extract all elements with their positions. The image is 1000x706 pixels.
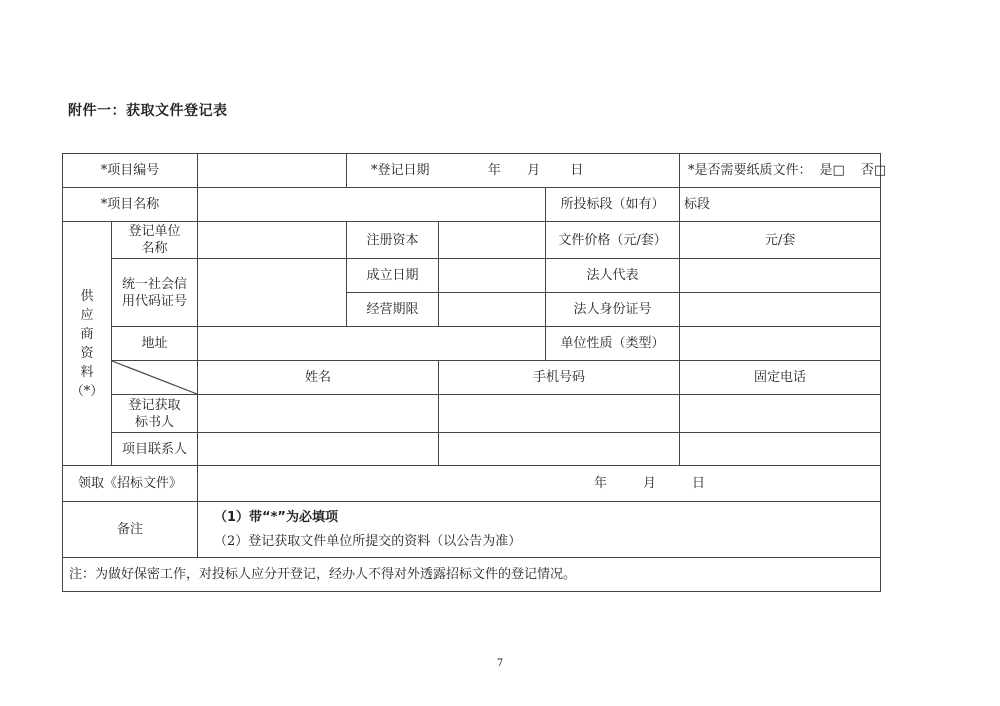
address-field[interactable] — [198, 327, 546, 361]
confidentiality-note: 注：为做好保密工作，对投标人应分开登记，经办人不得对外透露招标文件的登记情况。 — [63, 558, 881, 592]
col-name-header: 姓名 — [198, 361, 439, 395]
reg-unit-field[interactable] — [198, 222, 347, 259]
reg-capital-field[interactable] — [439, 222, 546, 259]
paper-no-checkbox[interactable]: 否□ — [860, 163, 887, 178]
bid-obtainer-label: 登记获取标书人 — [112, 395, 198, 433]
contact-label: 项目联系人 — [112, 433, 198, 466]
page-heading: 附件一：获取文件登记表 — [68, 103, 228, 119]
reg-date-label: *登记日期 — [371, 163, 430, 178]
page-number: 7 — [496, 658, 504, 669]
supplier-info-side-label: 供 应 商 资 料 （*） — [63, 222, 112, 466]
registration-form-table — [62, 153, 887, 592]
receive-day: 日 — [692, 476, 706, 491]
contact-name-field[interactable] — [198, 433, 439, 466]
bid-obtainer-mobile-field[interactable] — [439, 395, 680, 433]
address-label: 地址 — [112, 327, 198, 361]
legal-rep-field[interactable] — [680, 259, 881, 293]
bid-obtainer-phone-field[interactable] — [680, 395, 881, 433]
doc-price-label: 文件价格（元/套） — [546, 222, 680, 259]
term-field[interactable] — [439, 293, 546, 327]
credit-code-field[interactable] — [198, 259, 347, 327]
remarks-line-1: （1）带“*”为必填项 — [214, 509, 338, 525]
reg-date-cell[interactable] — [347, 154, 680, 188]
doc-price-field[interactable]: 元/套 — [680, 222, 881, 259]
diagonal-line — [112, 361, 197, 394]
bid-obtainer-name-field[interactable] — [198, 395, 439, 433]
legal-id-label: 法人身份证号 — [546, 293, 680, 327]
contact-phone-field[interactable] — [680, 433, 881, 466]
remarks-content — [198, 502, 881, 558]
diagonal-header-cell — [112, 361, 198, 395]
project-no-field[interactable] — [198, 154, 347, 188]
col-phone-header: 固定电话 — [680, 361, 881, 395]
reg-date-year: 年 — [487, 163, 501, 178]
remarks-line-2: （2）登记获取文件单位所提交的资料（以公告为准） — [214, 533, 522, 549]
credit-code-label: 统一社会信用代码证号 — [112, 259, 198, 327]
receive-doc-label: 领取《招标文件》 — [63, 466, 198, 502]
unit-nature-label: 单位性质（类型） — [546, 327, 680, 361]
paper-file-cell — [680, 154, 887, 188]
est-date-label: 成立日期 — [347, 259, 439, 293]
legal-id-field[interactable] — [680, 293, 881, 327]
paper-file-label: *是否需要纸质文件： — [688, 163, 812, 178]
reg-date-day: 日 — [570, 163, 584, 178]
col-mobile-header: 手机号码 — [439, 361, 680, 395]
legal-rep-label: 法人代表 — [546, 259, 680, 293]
bid-section-label: 所投标段（如有） — [546, 188, 680, 222]
project-name-field[interactable] — [198, 188, 546, 222]
remarks-label: 备注 — [63, 502, 198, 558]
contact-mobile-field[interactable] — [439, 433, 680, 466]
est-date-field[interactable] — [439, 259, 546, 293]
reg-date-month: 月 — [527, 163, 541, 178]
paper-yes-checkbox[interactable]: 是□ — [819, 163, 845, 178]
receive-year: 年 — [594, 476, 608, 491]
unit-nature-field[interactable] — [680, 327, 881, 361]
project-no-label: *项目编号 — [63, 154, 198, 188]
reg-capital-label: 注册资本 — [347, 222, 439, 259]
receive-date-field[interactable] — [198, 466, 881, 502]
receive-month: 月 — [643, 476, 657, 491]
reg-unit-label: 登记单位名称 — [112, 222, 198, 259]
bid-section-field[interactable]: 标段 — [680, 188, 881, 222]
project-name-label: *项目名称 — [63, 188, 198, 222]
term-label: 经营期限 — [347, 293, 439, 327]
